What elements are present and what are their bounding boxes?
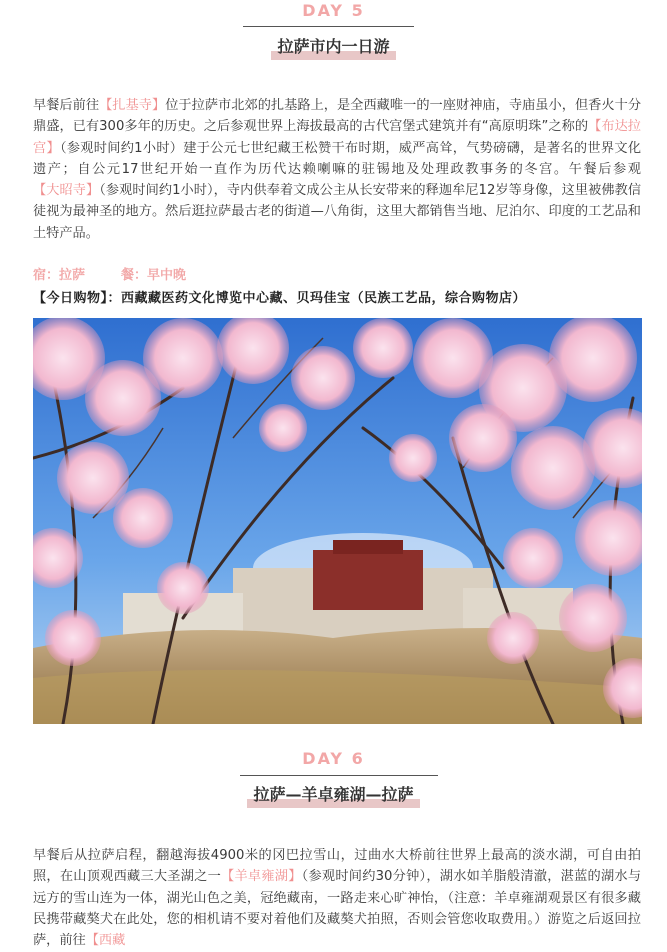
paragraph-text: 早餐后从拉萨启程，翻越海拔4900米的冈巴拉雪山，过曲水大桥前往世界上最高的淡水湖，可自由拍照，在山顶观西藏三大圣湖之一: [33, 848, 641, 885]
highlighted-place-name: 【布达拉宫】: [33, 119, 641, 156]
highlighted-place-name: 【西藏: [85, 933, 126, 949]
day5-itinerary-text: [33, 95, 641, 244]
paragraph-text: （参观时间约30分钟），湖水如羊脂般清澈，湛蓝的湖水与远方的雪山连为一体，湖光山色之美，冠绝藏南，一路走来心旷神怡，（注意：羊卓雍湖观景区有很多藏民携带藏獒犬在此处，您的相机请不要对着他们及藏獒犬拍照，否则会管您收取费用。）游览之后返回拉萨，前往: [33, 869, 642, 949]
day5-meals: 餐：早中晚: [121, 268, 187, 283]
highlighted-place-name: 【羊卓雍湖】: [221, 869, 302, 885]
day5-stay: 宿：拉萨: [33, 268, 86, 283]
day6-title-wrap: [0, 784, 667, 806]
day5-title: 拉萨市内一日游: [271, 36, 395, 58]
highlighted-place-name: 【大昭寺】: [33, 183, 100, 199]
day5-shopping: 【今日购物】：西藏藏医药文化博览中心藏、贝玛佳宝（民族工艺品，综合购物店）: [33, 291, 527, 306]
potala-blossom-photo: [33, 318, 642, 724]
paragraph-text: 早餐后前往: [33, 98, 100, 113]
highlighted-place-name: 【扎基寺】: [99, 98, 166, 113]
paragraph-text: 位于拉萨市北郊的扎基路上，是全西藏唯一的一座财神庙，寺庙虽小，但香火十分鼎盛，已有300多年的历史。之后参观世界上海拔最高的古代宫堡式建筑并有“高原明珠”之称的: [33, 98, 642, 135]
paragraph-text: （参观时间约1小时）建于公元七世纪藏王松赞干布时期，威严高耸，气势磅礴，是著名的世界文化遗产；自公元17世纪开始一直作为历代达赖喇嘛的驻锡地及处理政教事务的冬宫。午餐后参观: [33, 140, 642, 177]
day5-title-wrap: [0, 36, 667, 58]
paragraph-text: （参观时间约1小时），寺内供奉着文成公主从长安带来的释迦牟尼12岁等身像，这里被佛教信徒视为最神圣的地方。然后逛拉萨最古老的街道—八角街，这里大都销售当地、尼泊尔、印度的工艺品和土特产品。: [33, 183, 642, 241]
day5-title-rule: [243, 26, 414, 27]
day6-itinerary-text: [33, 845, 641, 951]
day6-label: DAY 6: [302, 749, 365, 768]
day6-title: 拉萨—羊卓雍湖—拉萨: [247, 784, 419, 806]
day6-title-rule: [240, 775, 438, 776]
day5-label: DAY 5: [302, 1, 365, 20]
